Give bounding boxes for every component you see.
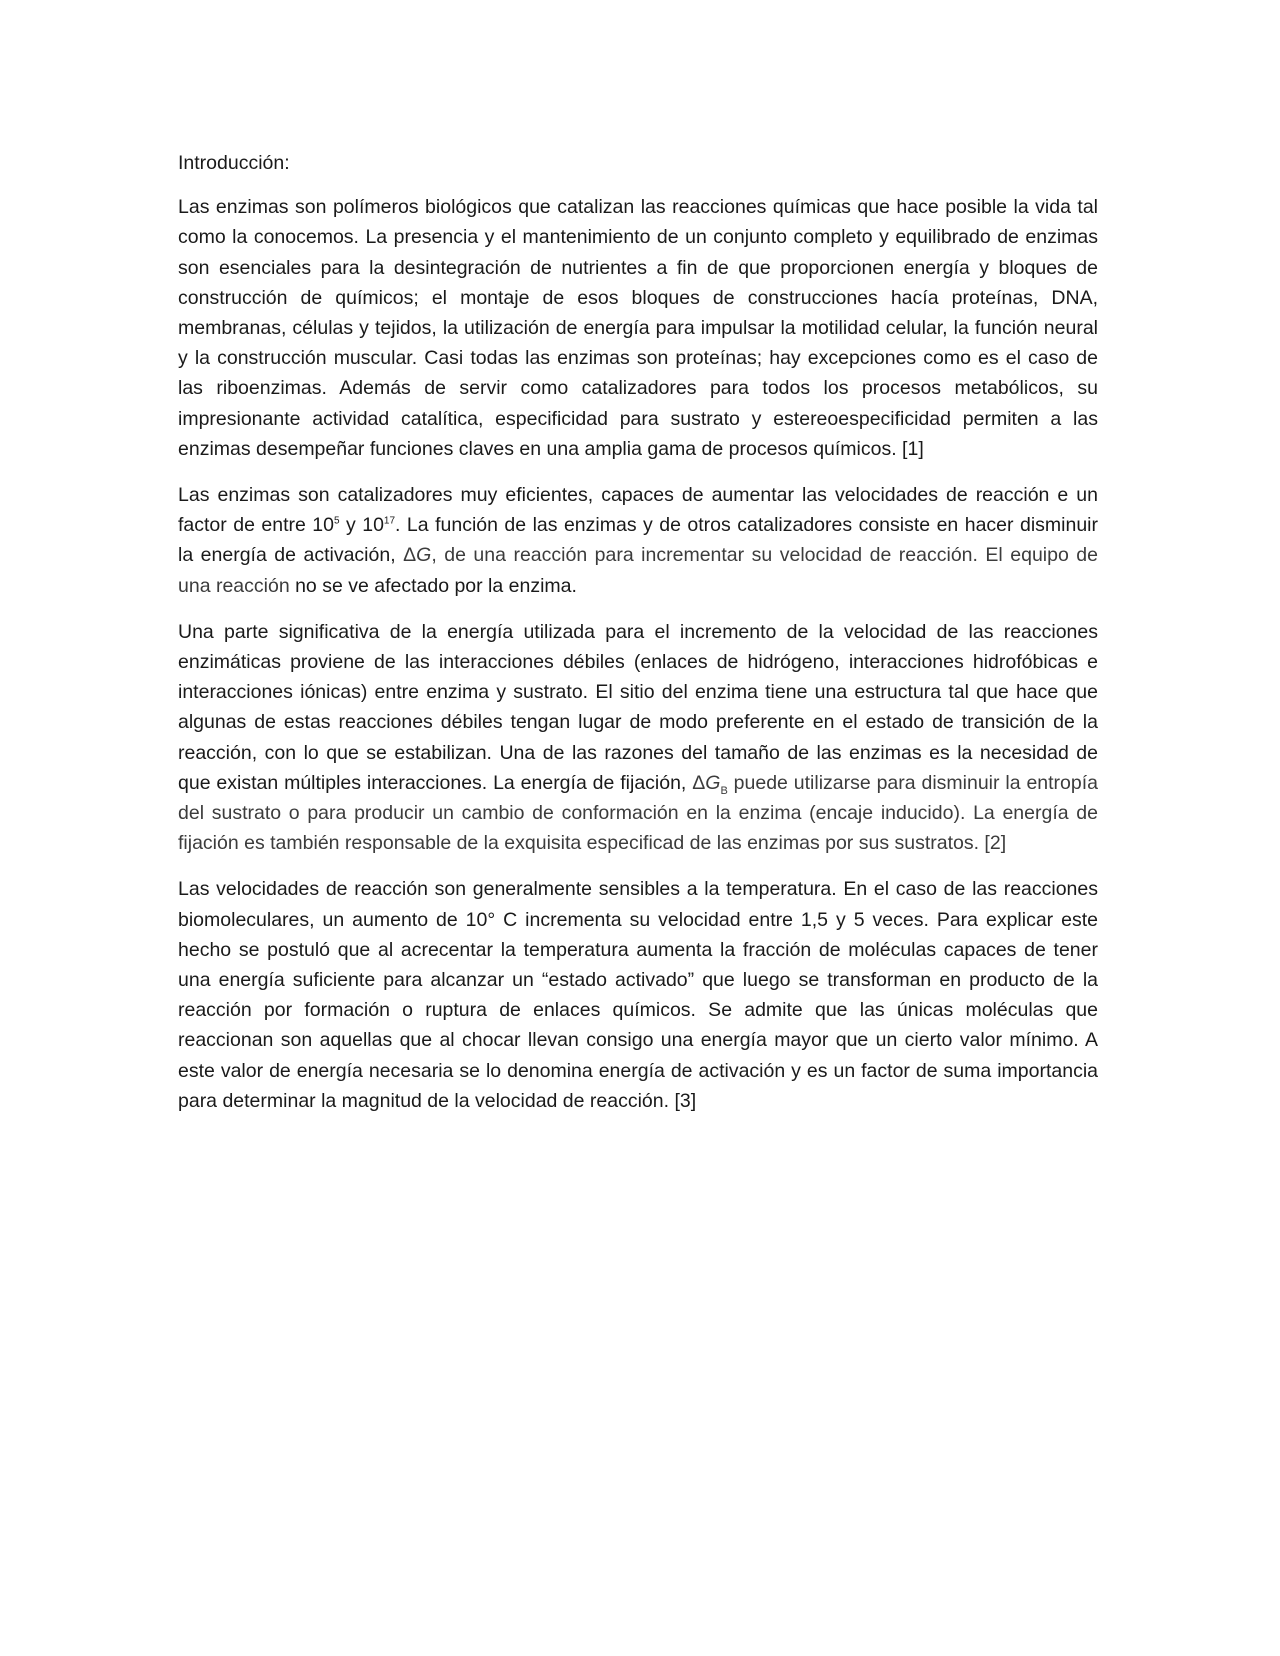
exponent-17: 17: [383, 515, 396, 527]
delta-symbol: Δ: [403, 544, 417, 567]
gibbs-g-symbol: G: [416, 544, 432, 567]
document-page: [178, 148, 1098, 1132]
paragraph-2-text-c: . La función de las enzimas y de otros catalizadores consiste en hacer disminuir la energía de activación,: [178, 514, 1098, 567]
paragraph-3: [178, 617, 1098, 859]
paragraph-3-text-d: puede utilizarse para disminuir la entropía del sustrato o para producir un cambio de conformación en la enzima (encaje inducido). La energía de fijación es también responsable de la exquisita especificad de las enzimas por sus sustratos. [2]: [178, 771, 1098, 855]
gibbs-g-symbol: G: [705, 771, 721, 794]
subscript-b: B: [720, 784, 728, 797]
document-heading: Introducción:: [178, 152, 290, 174]
paragraph-2-text-a: Las enzimas son catalizadores muy eficientes, capaces de aumentar las velocidades de reacción e un factor de entre 10: [178, 484, 1098, 537]
paragraph-2-text-f: , de una reacción para incrementar su velocidad de reacción. El equipo de una reacción: [178, 544, 1098, 597]
exponent-5: 5: [333, 515, 340, 527]
paragraph-3-text-a: Una parte significativa de la energía utilizada para el incremento de la velocidad de las reacciones enzimáticas proviene de las interacciones débiles (enlaces de hidrógeno, interacciones hidrofóbicas e interacciones iónicas) entre enzima y sustrato. El sitio del enzima tiene una estructura tal que hace que algunas de estas reacciones débiles tengan lugar de modo preferente en el estado de transición de la reacción, con lo que se estabilizan. Una de las razones del tamaño de las enzimas es la necesidad de que existan múltiples interacciones. La energía de fijación,: [178, 620, 1098, 794]
delta-symbol: Δ: [692, 771, 706, 794]
paragraph-1: Las enzimas son polímeros biológicos que catalizan las reacciones químicas que hace posible la vida tal como la conocemos. La presencia y el mantenimiento de un conjunto completo y equilibrado de enzimas son esenciales para la desintegración de nutrientes a fin de que proporcionen energía y bloques de construcción de químicos; el montaje de esos bloques de construcciones hacía proteínas, DNA, membranas, células y tejidos, la utilización de energía para impulsar la motilidad celular, la función neural y la construcción muscular. Casi todas las enzimas son proteínas; hay excepciones como es el caso de las riboenzimas. Además de servir como catalizadores para todos los procesos metabólicos, su impresionante actividad catalítica, especificidad para sustrato y estereoespecificidad permiten a las enzimas desempeñar funciones claves en una amplia gama de procesos químicos. [1]: [178, 196, 1098, 460]
paragraph-4: Las velocidades de reacción son generalmente sensibles a la temperatura. En el caso de las reacciones biomoleculares, un aumento de 10° C incrementa su velocidad entre 1,5 y 5 veces. Para explicar este hecho se postuló que al acrecentar la temperatura aumenta la fracción de moléculas capaces de tener una energía suficiente para alcanzar un “estado activado” que luego se transforman en producto de la reacción por formación o ruptura de enlaces químicos. Se admite que las únicas moléculas que reaccionan son aquellas que al chocar llevan consigo una energía mayor que un cierto valor mínimo. A este valor de energía necesaria se lo denomina energía de activación y es un factor de suma importancia para determinar la magnitud de la velocidad de reacción. [3]: [178, 878, 1098, 1112]
paragraph-2-text-b: y 10: [339, 514, 384, 537]
paragraph-2-text-g: no se ve afectado por la enzima.: [289, 574, 577, 597]
paragraph-2: [178, 480, 1098, 601]
